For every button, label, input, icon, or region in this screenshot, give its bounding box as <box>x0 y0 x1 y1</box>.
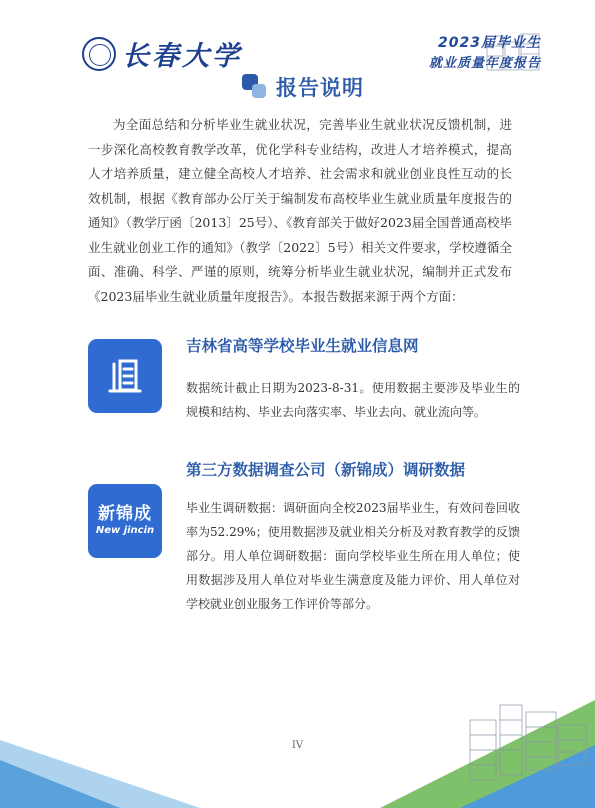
blue-wedge <box>0 760 120 808</box>
university-seal-icon <box>82 37 116 71</box>
page-title: 报告说明 <box>276 76 364 100</box>
green-wedge <box>380 700 595 808</box>
logo-cn-text: 新锦成 <box>97 503 152 524</box>
page-number: IV <box>291 740 304 751</box>
badge-year: 2023届毕业生 <box>438 35 541 51</box>
source-text-1: 数据统计截止日期为2023-8-31。使用数据主要涉及毕业生的规模和结构、毕业去向落实率、毕业去向、就业流向等。 <box>186 381 520 419</box>
source-text-2: 毕业生调研数据：调研面向全校2023届毕业生，有效问卷回收率为52.29%；使用数据涉及就业相关分析及对教育教学的反馈部分。用人单位调研数据：面向学校毕业生所在用人单位；使用数据涉及用人单位对毕业生满意度及能力评价、用人单位对学校就业创业服务工作评价等部分。 <box>186 501 520 611</box>
badge-title: 就业质量年度报告 <box>428 56 541 71</box>
intro-paragraph: 为全面总结和分析毕业生就业状况，完善毕业生就业状况反馈机制，进一步深化高校教育教学改革，优化学科专业结构，改进人才培养模式，提高人才培养质量，建立健全高校人才培养、社会需求和就业创业良性互动的长效机制，根据《教育部办公厅关于编制发布高校毕业生就业质量年度报告的通知》（教学厅函〔2013〕25号）、《教育部关于做好2023届全国普通高校毕业生就业创业工作的通知》（教学〔2022〕5号）相关文件要求，学校遵循全面、准确、科学、严谨的原则，统筹分析毕业生就业状况，编制并正式发布《2023届毕业生就业质量年度报告》。本报告数据来源于两个方面： <box>88 117 512 304</box>
blue-corner-wedge <box>460 745 595 808</box>
newjincin-logo <box>88 484 162 558</box>
source-title-1: 吉林省高等学校毕业生就业信息网 <box>186 337 419 355</box>
title-squares-icon <box>242 74 268 100</box>
section-heading <box>242 72 364 102</box>
university-logo <box>82 34 242 73</box>
building-icon <box>88 339 162 413</box>
university-name: 长春大学 <box>122 41 242 72</box>
source-title-2: 第三方数据调查公司（新锦成）调研数据 <box>186 461 466 479</box>
report-badge <box>391 32 549 74</box>
logo-en-text: New jincin <box>95 524 155 536</box>
